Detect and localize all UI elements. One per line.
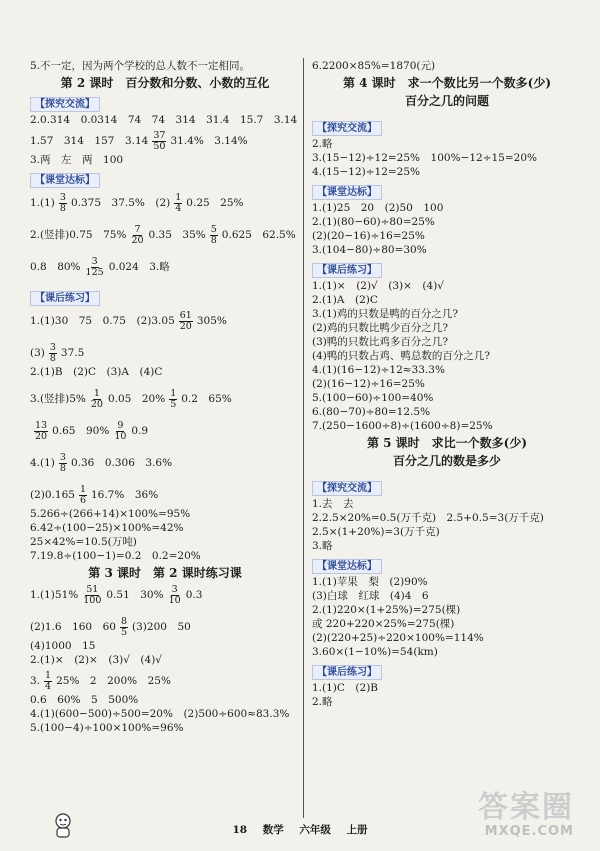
- answer-line: 1.(1)51% $\frac{51}{100}$ 0.51 30% $\frac{3}{10}$ 0.3: [30, 583, 203, 606]
- lesson-5-subtitle: 百分之几的数是多少: [392, 454, 501, 468]
- answer-line: (4)1000 15: [30, 640, 96, 652]
- lesson-4-subtitle: 百分之几的问题: [404, 94, 489, 108]
- fraction: $\frac{61}{20}$: [179, 309, 192, 332]
- answer-line: 4.(1) $\frac{3}{8}$ 0.36̇ 0.306 3.6%: [30, 451, 173, 474]
- answer-line: 2.略: [312, 138, 333, 150]
- answer-line: 25×42%=10.5(万吨): [30, 536, 137, 548]
- left-column: [30, 60, 300, 736]
- answer-line: 3.60×(1−10%)=54(km): [312, 646, 438, 658]
- answer-line: (3)白球 红球 (4)4 6: [312, 590, 429, 602]
- answer-line: 2.(1)B (2)C (3)A (4)C: [30, 366, 163, 378]
- answer-line: 4.(15−12)÷12=25%: [312, 166, 421, 178]
- section-tag-explore: 【探究交流】: [312, 121, 382, 136]
- answer-line: 或 220+220×25%=275(棵): [312, 618, 455, 630]
- section-tag-explore: 【探究交流】: [30, 97, 100, 112]
- answer-line: 2.(1)A (2)C: [312, 294, 378, 306]
- answer-line: $\frac{13}{20}$ 0.65 90% $\frac{9}{10}$ 0.9: [35, 419, 149, 442]
- fraction: $\frac{3}{10}$: [168, 583, 181, 606]
- right-column: [312, 60, 582, 710]
- answer-line: (2)0.165 $\frac{1}{6}$ 16.7% 36%: [30, 483, 159, 506]
- lesson-5-title: 第 5 课时 求比一个数多(少): [366, 436, 528, 450]
- answer-line: (2)鸡的只数比鸭少百分之几?: [312, 322, 449, 334]
- footer-grade: 六年级: [299, 824, 331, 836]
- fraction: $\frac{3}{8}$: [49, 341, 56, 364]
- answer-line: 7.(250−1600÷8)÷(1600÷8)=25%: [312, 420, 493, 432]
- fraction: $\frac{3}{8}$: [59, 191, 66, 214]
- footer-subject: 数学: [262, 824, 284, 836]
- fraction: $\frac{1}{20}$: [90, 387, 103, 410]
- fraction: $\frac{1}{5}$: [170, 387, 177, 410]
- fraction: $\frac{13}{20}$: [35, 419, 48, 442]
- answer-line: (3) $\frac{3}{8}$ 37.5: [30, 341, 85, 364]
- fraction: $\frac{1}{6}$: [79, 483, 86, 506]
- answer-line: 6.42÷(100−25)×100%=42%: [30, 522, 184, 534]
- lesson-3-title: 第 3 课时 第 2 课时练习课: [88, 566, 242, 580]
- answer-line: 3.略: [312, 540, 333, 552]
- fraction: $\frac{1}{4}$: [45, 669, 52, 692]
- lesson-4-title: 第 4 课时 求一个数比另一个数多(少): [342, 76, 552, 90]
- fraction: $\frac{3}{125}$: [85, 255, 104, 278]
- answer-line: 5.(100−4)÷100×100%=96%: [30, 722, 184, 734]
- answer-line: 4.(1)(16−12)÷12≈33.3%: [312, 364, 445, 376]
- answer-line: (3)鸭的只数比鸡多百分之几?: [312, 336, 449, 348]
- answer-line: 2.(1)× (2)× (3)√ (4)√: [30, 654, 162, 666]
- answer-line: 5.(100−60)÷100=40%: [312, 392, 434, 404]
- answer-line: 7.19.8÷(100−1)=0.2 0.2=20%: [30, 550, 201, 562]
- fraction: $\frac{37}{50}$: [153, 129, 166, 152]
- answer-line: 6.(80−70)÷80=12.5%: [312, 406, 431, 418]
- watermark-logo: 答案圈: [478, 790, 574, 825]
- section-tag-class: 【课堂达标】: [312, 185, 382, 200]
- answer-line: 2.5×(1+20%)=3(万千克): [312, 526, 440, 538]
- answer-line: 1.(1)25 20 (2)50 100: [312, 202, 444, 214]
- answer-line: 0.8 80% $\frac{3}{125}$ 0.024 3.略: [30, 255, 170, 278]
- answer-line: 1.(1)C (2)B: [312, 682, 379, 694]
- watermark-url: MXQE.COM: [484, 824, 574, 839]
- page-number: 18: [232, 824, 248, 836]
- answer-line: 2.(竖排)0.75 75% $\frac{7}{20}$ 0.35 35% $\frac{5}{8}$ 0.625 62.5%: [30, 223, 296, 246]
- answer-line: 1.(1)30 75 0.75 (2)3.05 $\frac{61}{20}$ 305%: [30, 309, 227, 332]
- answer-line: (4)鸭的只数占鸡、鸭总数的百分之几?: [312, 350, 491, 362]
- answer-line: (2)(20−16)÷16=25%: [312, 230, 425, 242]
- fraction: $\frac{8}{5}$: [120, 615, 128, 638]
- answer-line: 2.(1)(80−60)÷80=25%: [312, 216, 435, 228]
- fraction: $\frac{9}{10}$: [114, 419, 127, 442]
- section-tag-after: 【课后练习】: [30, 291, 100, 306]
- section-tag-class: 【课堂达标】: [30, 173, 100, 188]
- answer-line: 1.(1)× (2)√ (3)× (4)√: [312, 280, 444, 292]
- lesson-2-title: 第 2 课时 百分数和分数、小数的互化: [60, 76, 270, 90]
- answer-line: 2.略: [312, 696, 333, 708]
- answer-line: 2.0.314 0.0314 74 74 314 31.4 15.7 3.14: [30, 114, 298, 126]
- answer-line: 0.6 60% 5 500%: [30, 694, 139, 706]
- answer-line: 2.(1)220×(1+25%)=275(棵): [312, 604, 461, 616]
- answer-line: 3.(1)鸡的只数是鸭的百分之几?: [312, 308, 459, 320]
- fraction: $\frac{51}{100}$: [83, 583, 102, 606]
- answer-line: 6.2200×85%=1870(元): [312, 60, 436, 72]
- answer-line: 3.两 左 两 100: [30, 154, 124, 166]
- answer-line: 5.266÷(266+14)×100%=95%: [30, 508, 191, 520]
- footer-volume: 上册: [346, 824, 368, 836]
- fraction: $\frac{1}{4}$: [175, 191, 182, 214]
- section-tag-explore: 【探究交流】: [312, 481, 382, 496]
- watermark: [478, 792, 574, 839]
- answer-line: 3.(竖排)5% $\frac{1}{20}$ 0.05 20% $\frac{1}{5}$ 0.2 65%: [30, 387, 232, 410]
- answer-line: 1.去 去: [312, 498, 354, 510]
- answer-line: (2)(16−12)÷16=25%: [312, 378, 425, 390]
- answer-line: 1.(1)苹果 梨 (2)90%: [312, 576, 428, 588]
- column-divider: [303, 58, 304, 818]
- fraction: $\frac{3}{8}$: [59, 451, 66, 474]
- answer-line: (2)(220+25)÷220×100%=114%: [312, 632, 484, 644]
- answer-line: (2)1.6 160 60 $\frac{8}{5}$ (3)200 50: [30, 615, 191, 638]
- answer-line: 5.不一定，因为两个学校的总人数不一定相同。: [30, 60, 251, 72]
- answer-line: 1.(1) $\frac{3}{8}$ 0.375 37.5% (2) $\frac{1}{4}$ 0.25 25%: [30, 191, 244, 214]
- answer-line: 4.(1)(600−500)÷500=20% (2)500÷600≈83.3%: [30, 708, 290, 720]
- answer-line: 3.(15−12)÷12=25% 100%−12÷15=20%: [312, 152, 537, 164]
- section-tag-after: 【课后练习】: [312, 665, 382, 680]
- section-tag-after: 【课后练习】: [312, 263, 382, 278]
- answer-line: 3.(104−80)÷80=30%: [312, 244, 427, 256]
- section-tag-class: 【课堂达标】: [312, 559, 382, 574]
- answer-line: 3. $\frac{1}{4}$ 25% 2 200% 25%: [30, 669, 171, 692]
- answer-line: 1.57 314 157 3.14 $\frac{37}{50}$ 31.4% 3.14%: [30, 129, 248, 152]
- answer-line: 2.2.5×20%=0.5(万千克) 2.5+0.5=3(万千克): [312, 512, 544, 524]
- fraction: $\frac{7}{20}$: [131, 223, 144, 246]
- fraction: $\frac{5}{8}$: [210, 223, 217, 246]
